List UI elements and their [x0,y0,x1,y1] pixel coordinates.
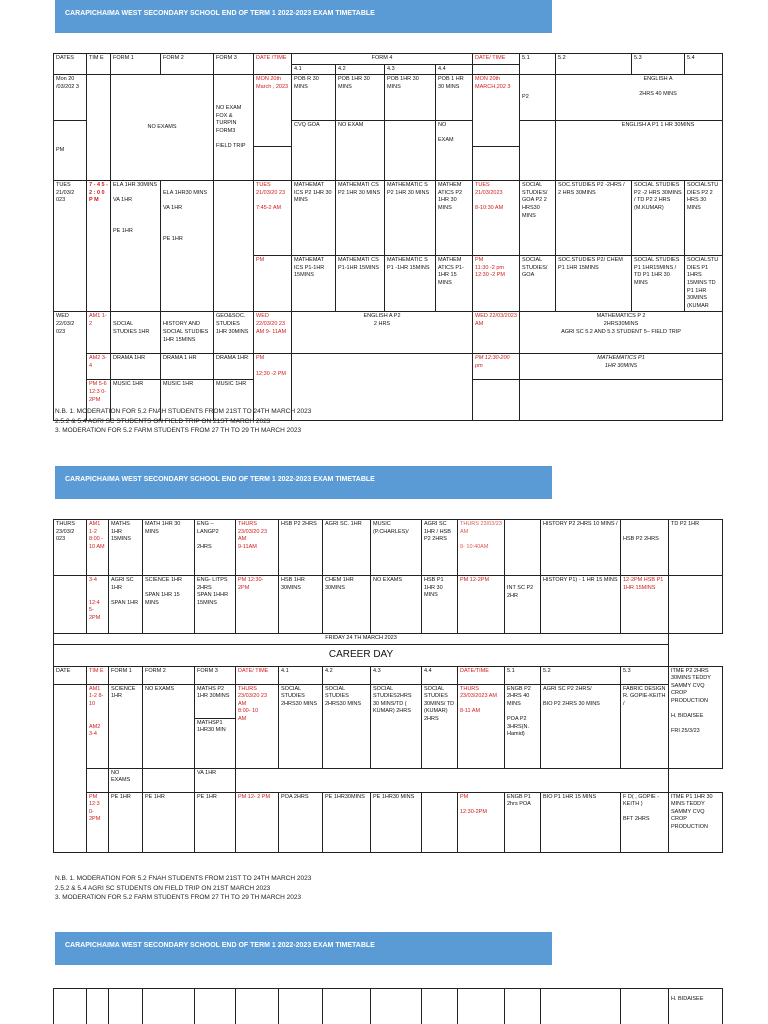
header-date: DATE [54,666,87,684]
row-am: AM1 1-2 8- 10 AM2 3-4 [87,684,109,768]
wednesday-form2: HISTORY AND SOCIAL STUDIES 1HR 15MINS [161,312,214,354]
header-form2: FORM 2 [161,54,214,75]
header-4-3: 4.3 [371,666,422,684]
thursday-4-2: AGRI SC. 1HR [323,520,371,576]
row-5-3: FABRIC DESIGN R. GOPIE-KEITH / [621,684,669,768]
monday-4-4: POB 1 HR 30 MINS [436,75,473,121]
row-c-4-2: PE 1HR30MINS [323,792,371,852]
row-4-4: SOCIAL STUDIES 30MINS/ TD (KUMAR) 2HRS [422,684,458,768]
thursday-4-4: AGRI SC 1HR / HSB P2 2HRS [422,520,458,576]
note-line: N.B. 1. MODERATION FOR 5.2 FNAH STUDENTS FROM 21ST TO 24TH MARCH 2023 [55,875,312,882]
wednesday-am2: AM2 3-4 [87,354,111,380]
row-c-4-3: PE 1HR30 MINS [371,792,422,852]
timetable-title: CARAPICHAIMA WEST SECONDARY SCHOOL END OF TERM 1 2022-2023 EXAM TIMETABLE [65,942,375,949]
thursday-4-4-b: HSB P1 1HR 30 MINS [422,576,458,634]
header-form1: FORM 1 [109,666,143,684]
row-c-5-1: ENGB P1 2hrs POA [505,792,541,852]
tuesday-5-4: SOCIALSTUDIES P2 2 HRS 30 MINS [685,181,723,256]
wednesday-form2-c: MUSIC 1HR [161,380,214,421]
header-4-1: 4.1 [279,666,323,684]
monday-5-1: P2 [520,75,556,121]
row-c-date-time: PM 12- 2 PM [236,792,279,852]
thursday-form1-b: AGRI SC 1HR SPAN 1HR [109,576,143,634]
timetable-title-banner [55,932,552,965]
row-form3-b: MATHSP1 1HR30 MIN [195,718,236,768]
thursday-5-3-b: 12-2PM HSB P1 1HR 15MINS [621,576,669,634]
thursday-date-time-b: PM 12:30- 2PM [236,576,279,634]
tuesday-4-2-b: MATHEMATI CS P1-1HR 15MINS [336,256,385,312]
thursday-form3: ENG – LANGP2 2HRS [195,520,236,576]
monday-date: Mon 20 /03/202 3 [54,75,87,121]
side-note-b: ITME P1 1HR 30 MINS TEDDY SAMMY CVQ CROP PRODUCTION [669,792,723,852]
header-date-time: DATE/ TIME [236,666,279,684]
row-pm: PM 12:3 0- 2PM [87,792,109,852]
tuesday-date-time-2: TUES 21/03/2023 8-10:30 AM [473,181,520,256]
tuesday-5-3-b: SOCIAL STUDIES P1 1HR15MINS / TD P1 1HR 30 MINS [632,256,685,312]
row-c-form2: PE 1HR [143,792,195,852]
row-5-2: AGRI SC P2 2HRS/ BIO P2 2HRS 30 MINS [541,684,621,768]
row-4-1: SOCIAL STUDIES 2HRS30 MINS [279,684,323,768]
monday-4-2-b: NO EXAM [336,121,385,181]
tuesday-4-4: MATHEM ATICS P2 1HR 30 MINS [436,181,473,256]
header-time: TIM E [87,54,111,75]
tuesday-4-3: MATHEMATIC S P2 1HR 30 MINS [385,181,436,256]
header-4-4: 4.4 [422,666,458,684]
tuesday-time: 7 - 4 5 - 2 : 0 0 P M [87,181,111,312]
wednesday-form1: SOCIAL STUDIES 1HR [111,312,161,354]
wednesday-date-time-2: WED 22/03/2023 AM [473,312,520,354]
tuesday-date: TUES 21/03/2 023 [54,181,87,312]
thursday-date-time-2-b: PM 12-2PM [458,576,505,634]
row-date-time: THURS 23/03/20 23 AM 8:00- 10 AM [236,684,279,768]
thursday-4-1: HSB P2 2HRS [279,520,323,576]
tuesday-4-1: MATHEMAT ICS P2 1HR 30 MINS [292,181,336,256]
timetable-week1 [53,53,723,421]
monday-form3: NO EXAM FOX & TURPIN FORM3 FIELD TRIP [214,75,254,181]
monday-date-time: MON 20th March , 2023 [254,75,292,147]
tuesday-form1: ELA 1HR 30MINS VA 1HR PE 1HR [111,181,161,312]
tuesday-form2: ELA 1HR30 MINS VA 1HR PE 1HR [161,181,214,312]
header-form3: FORM 3 [214,54,254,75]
tuesday-5-3: SOCIAL STUDIES P2 -2 HRS 30MINS / TD P2 2 HRS (M.KUMAR) [632,181,685,256]
timetable-title-banner [55,0,552,33]
thursday-date-time-2: THURS 23/03/23 AM 8- 10:40AM [458,520,505,576]
notes-section-1 [55,407,311,436]
thursday-4-2-b: CHEM 1HR 30MINS [323,576,371,634]
timetable-week3 [53,988,723,1024]
note-line: N.B. 1. MODERATION FOR 5.2 FNAH STUDENTS FROM 21ST TO 24TH MARCH 2023 [55,408,312,415]
tuesday-pm-2: PM 11:30 -2 pm 12:30 -2 PM [473,256,520,312]
wednesday-form3: GEO&SOC. STUDIES 1HR 30MINS [214,312,254,354]
row-c-5-2: BIO P1 1HR 15 MINS [541,792,621,852]
thursday-am: AM1 1-2 8:00 - 10 AM [87,520,109,576]
tuesday-pm: PM [254,256,292,312]
side-note: H. BIDAISEE [669,989,723,1024]
monday-pm: PM [54,121,87,181]
header-date-time-2: DATE/TIME [458,666,505,684]
tuesday-5-4-b: SOCIALSTUDIES P1 1HRS 15MINS TD P1 1HR 30MINS (KUMAR [685,256,723,312]
thursday-form3-b: ENG- LITPS 2HRS SPAN 1HHR 15MINS [195,576,236,634]
wednesday-pm: PM 12;30 -2 PM [254,354,292,421]
row-4-2: SOCIAL STUDIES 2HRS30 MINS [323,684,371,768]
note-line: 3. MODERATION FOR 5.2 FARM STUDENTS FROM 27 TH TO 29 TH MARCH 2023 [55,894,302,901]
tuesday-4-2: MATHEMATI CS P2 1HR 30 MINS [336,181,385,256]
header-form4: FORM 4 [292,54,473,65]
row-c-date-time-2: PM 12:30-2PM [458,792,505,852]
tuesday-5-2-b: SOC.STUDIES P2/ CHEM P1 1HR 15MINS [556,256,632,312]
thursday-5-4: TD P2 1HR [669,520,723,576]
monday-english-a: ENGLISH A 2HRS 40 MINS [556,75,723,121]
header-5-4: 5.4 [685,54,723,75]
header-dates: DATES [54,54,87,75]
row-c-5-3: F D( , GOPIE - KEITH ) BFT 2HRS [621,792,669,852]
header-5-1: 5.1 [520,54,556,75]
header-5-2: 5.2 [541,666,621,684]
tuesday-5-1-b: SOCIAL STUDIES/ GOA [520,256,556,312]
timetable-title-banner [55,466,552,499]
row-c-form3: PE 1HR [195,792,236,852]
header-4-2: 4.2 [323,666,371,684]
wednesday-form1-b: DRAMA 1HR [111,354,161,380]
header-form3: FORM 3 [195,666,236,684]
timetable-week2 [53,519,723,853]
wednesday-form3-b: DRAMA 1HR [214,354,254,380]
thursday-5-2: HISTORY P2 2HRS 10 MINS / [541,520,621,576]
thursday-form2: MATH 1HR 30 MINS [143,520,195,576]
monday-4-2: POB 1HR 30 MINS [336,75,385,121]
tuesday-5-2: SOC.STUDIES P2 -2HRS / 2 HRS 30MINS [556,181,632,256]
wednesday-form3-c: MUSIC 1HR [214,380,254,421]
tuesday-4-4-b: MATHEM ATICS P1- 1HR 15 MINS [436,256,473,312]
tuesday-date-time: TUES 21/03/20 23 7:45-2 AM [254,181,292,256]
header-time: TIM E [87,666,109,684]
header-4-4: 4.4 [436,64,473,75]
wednesday-date: WED 22/03/2 023 [54,312,87,421]
friday-date: FRIDAY 24 TH MARCH 2023 [54,634,669,645]
thursday-form2-b: SCIENCE 1HR SPAN 1HR 15 MINS [143,576,195,634]
row-form3: MATHS P2 1HR 30MINS [195,684,236,718]
row-b-form3: VA 1HR [195,768,236,792]
note-line: 2.5.2 & 5.4 AGRI SC STUDENTS ON FIELD TRIP ON 21ST MARCH 2023 [55,417,271,425]
row-4-3: SOCIAL STUDIES2HRS 30 MINS/TD ( KUMAR) 2HRS [371,684,422,768]
wednesday-mathematics-p1: MATHEMATICS P1 1HR 30MINS [520,354,723,380]
thursday-pm: 3-4 12:4 5- 2PM [87,576,109,634]
header-5-3: 5.3 [632,54,685,75]
career-day: CAREER DAY [54,644,669,666]
wednesday-form2-b: DRAMA 1 HR [161,354,214,380]
header-4-3: 4.3 [385,64,436,75]
header-date-time: DATE /TIME [254,54,292,75]
wednesday-form1-c: MUSIC 1HR [111,380,161,421]
thursday-date: THURS 23/03/2 023 [54,520,87,576]
header-5-1: 5.1 [505,666,541,684]
side-note-a: ITME P2 2HRS 30MINS TEDDY SAMMY CVQ CROP PRODUCTION H. BIDAISEE FRI 25/3/23 [669,666,723,768]
tuesday-5-1: SOCIAL STUDIES/ GOA P2 2 HRS30 MINS [520,181,556,256]
thursday-form1: MATHS 1HR 15MINS [109,520,143,576]
note-line: 2.5.2 & 5.4 AGRI SC STUDENTS ON FIELD TRIP ON 21ST MARCH 2023 [55,884,271,892]
wednesday-mathematics: MATHEMATICS P 2 2HRS30MINS AGRI SC 5.2 AND 5.3 STUDENT 5– FIELD TRIP [520,312,723,354]
header-form2: FORM 2 [143,666,195,684]
thursday-5-1-b: INT SC P2 2HR [505,576,541,634]
wednesday-pm-time: PM 5-6 12:3 0- 2PM [87,380,111,421]
note-line: 3. MODERATION FOR 5.2 FARM STUDENTS FROM 27 TH TO 29 TH MARCH 2023 [55,427,302,434]
monday-4-3: POB 1HR 30 MINS [385,75,436,121]
row-form2: NO EXAMS [143,684,195,768]
thursday-5-2-b: HISTORY P1) - 1 HR 15 MINS [541,576,621,634]
row-c-form1: PE 1HR [109,792,143,852]
wednesday-am1: AM1 1-2 [87,312,111,354]
header-form1: FORM 1 [111,54,161,75]
monday-4-1: POB R 30 MINS [292,75,336,121]
header-5-3: 5.3 [621,666,669,684]
row-c-4-1: POA 2HRS [279,792,323,852]
header-4-2: 4.2 [336,64,385,75]
thursday-4-3: MUSIC (P.CHARLES)/ [371,520,422,576]
row-form1: SCIENCE 1HR [109,684,143,768]
monday-4-4-b: NO EXAM [436,121,473,181]
thursday-date-time: THURS 23/03/20 23 AM 9-11AM [236,520,279,576]
thursday-5-3: HSB P2 2HRS [621,520,669,576]
header-5-2: 5.2 [556,54,632,75]
row-5-1: ENGB P2 2HRS 40 MINS POA P2 3HRS(N. Hamid) [505,684,541,768]
header-date-time-2: DATE/ TIME [473,54,520,65]
notes-section-2 [55,874,311,903]
monday-date-time-2: MON 20th MARCH,202 3 [473,75,520,147]
wednesday-pm-2: PM 12:30-200 pm [473,354,520,380]
wednesday-date-time: WED 22/03/20 23 AM 9- 11AM [254,312,292,354]
timetable-title: CARAPICHAIMA WEST SECONDARY SCHOOL END OF TERM 1 2022-2023 EXAM TIMETABLE [65,476,375,483]
tuesday-4-3-b: MATHEMATIC S P1 -1HR 15MINS [385,256,436,312]
row-date-time-2: THURS 23/03/2023 AM 8-11 AM [458,684,505,768]
thursday-4-1-b: HSB 1HR 30MINS [279,576,323,634]
tuesday-4-1-b: MATHEMAT ICS P1-1HR 15MINS [292,256,336,312]
thursday-4-3-b: NO EXAMS [371,576,422,634]
timetable-title: CARAPICHAIMA WEST SECONDARY SCHOOL END OF TERM 1 2022-2023 EXAM TIMETABLE [65,10,375,17]
monday-english-a-p1: ENGLISH A P1 1 HR 30MINS [556,121,723,181]
row-b-form1: NO EXAMS [109,768,143,792]
header-4-1: 4.1 [292,64,336,75]
monday-form1-2: NO EXAMS [111,75,214,181]
monday-4-1-b: CVQ GOA [292,121,336,181]
wednesday-english-a-p2: ENGLISH A P2 2 HRS [292,312,473,354]
